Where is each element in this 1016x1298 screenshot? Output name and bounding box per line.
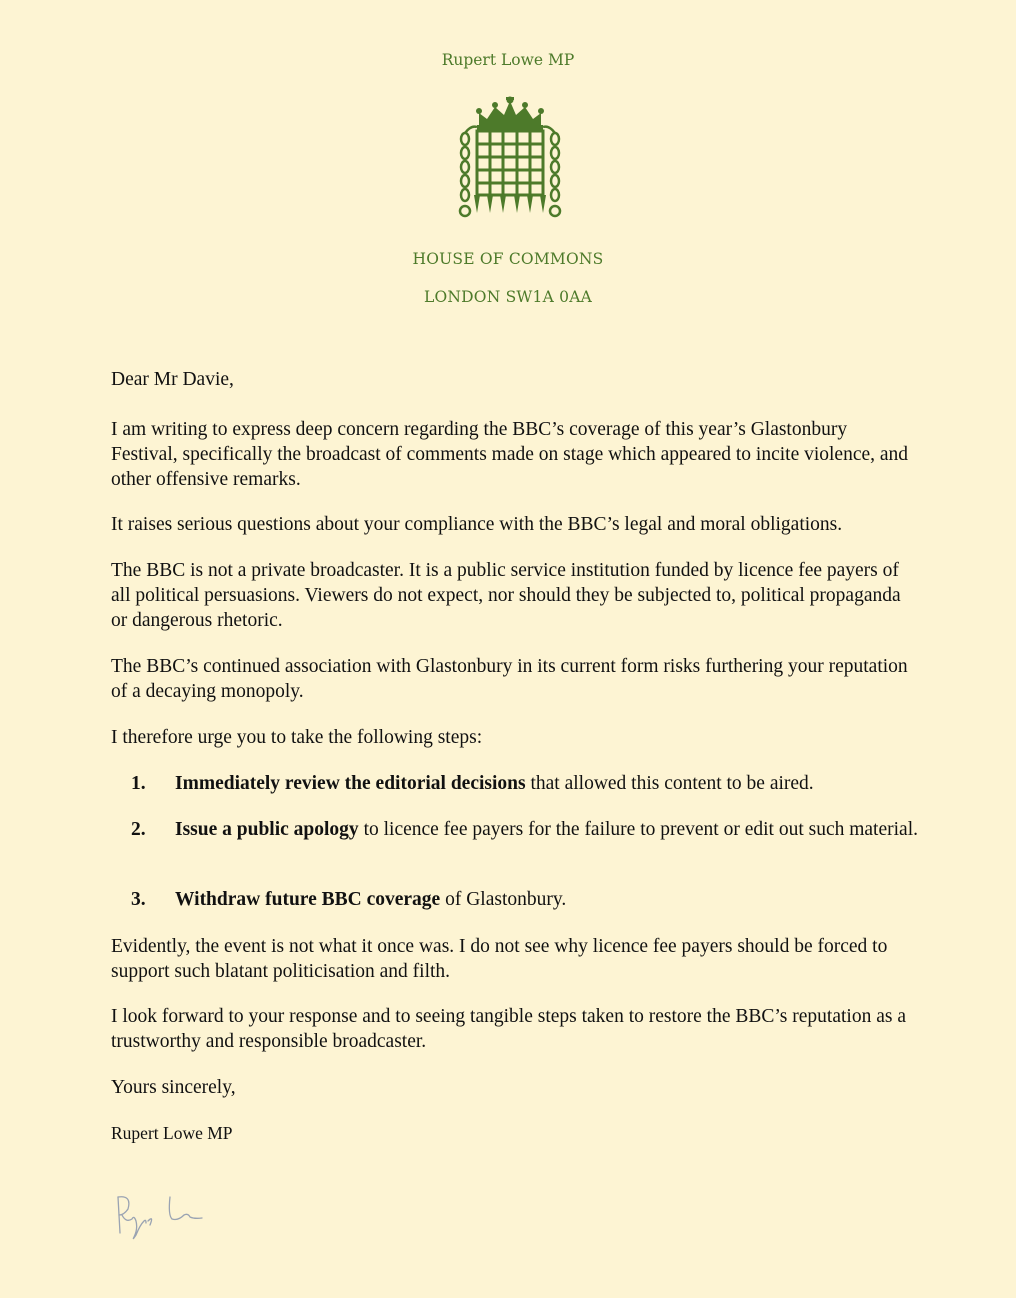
paragraph: I look forward to your response and to seeing tangible steps taken to restore the BBC’s reputation as a trustworthy and responsible broadcaster. bbox=[111, 1006, 906, 1052]
list-item-number: 2. bbox=[131, 819, 146, 840]
paragraph: The BBC is not a private broadcaster. It is a public service institution funded by licence fee payers of all political persuasions. Viewers do not expect, nor should they be subjected to, political propaganda or dangerous rhetoric. bbox=[111, 560, 901, 631]
list-item bbox=[131, 887, 921, 912]
list-item-bold: Immediately review the editorial decisions bbox=[175, 773, 526, 794]
list-item-number: 3. bbox=[131, 889, 146, 910]
signoff-name: Rupert Lowe MP bbox=[111, 1123, 233, 1143]
list-item-bold: Issue a public apology bbox=[175, 819, 359, 840]
closing: Yours sincerely, bbox=[111, 1077, 236, 1098]
list-item-text: to licence fee payers for the failure to prevent or edit out such material. bbox=[358, 819, 918, 840]
paragraph: It raises serious questions about your compliance with the BBC’s legal and moral obligations. bbox=[111, 514, 843, 535]
paragraph: The BBC’s continued association with Glastonbury in its current form risks furthering your reputation of a decaying monopoly. bbox=[111, 656, 908, 702]
salutation: Dear Mr Davie, bbox=[111, 369, 234, 390]
paragraph: Evidently, the event is not what it once was. I do not see why licence fee payers should be forced to support such blatant politicisation and filth. bbox=[111, 936, 888, 982]
list-item-text: of Glastonbury. bbox=[440, 889, 567, 910]
handwritten-signature-icon bbox=[110, 1185, 210, 1245]
paragraph: I am writing to express deep concern regarding the BBC’s coverage of this year’s Glastonbury Festival, specifically the broadcast of comments made on stage which appeared to incite violence, and other offensive remarks. bbox=[111, 419, 909, 490]
letterhead-address: LONDON SW1A 0AA bbox=[424, 288, 592, 306]
list-item bbox=[131, 771, 921, 796]
letterhead-mp-name: Rupert Lowe MP bbox=[441, 51, 575, 69]
list-item-number: 1. bbox=[131, 773, 146, 794]
list-item bbox=[131, 817, 921, 842]
letterhead-house: HOUSE OF COMMONS bbox=[412, 250, 604, 268]
list-item-text: that allowed this content to be aired. bbox=[525, 773, 814, 794]
portcullis-crest-icon bbox=[457, 95, 563, 221]
paragraph: I therefore urge you to take the following steps: bbox=[111, 727, 483, 748]
list-item-bold: Withdraw future BBC coverage bbox=[175, 889, 441, 910]
